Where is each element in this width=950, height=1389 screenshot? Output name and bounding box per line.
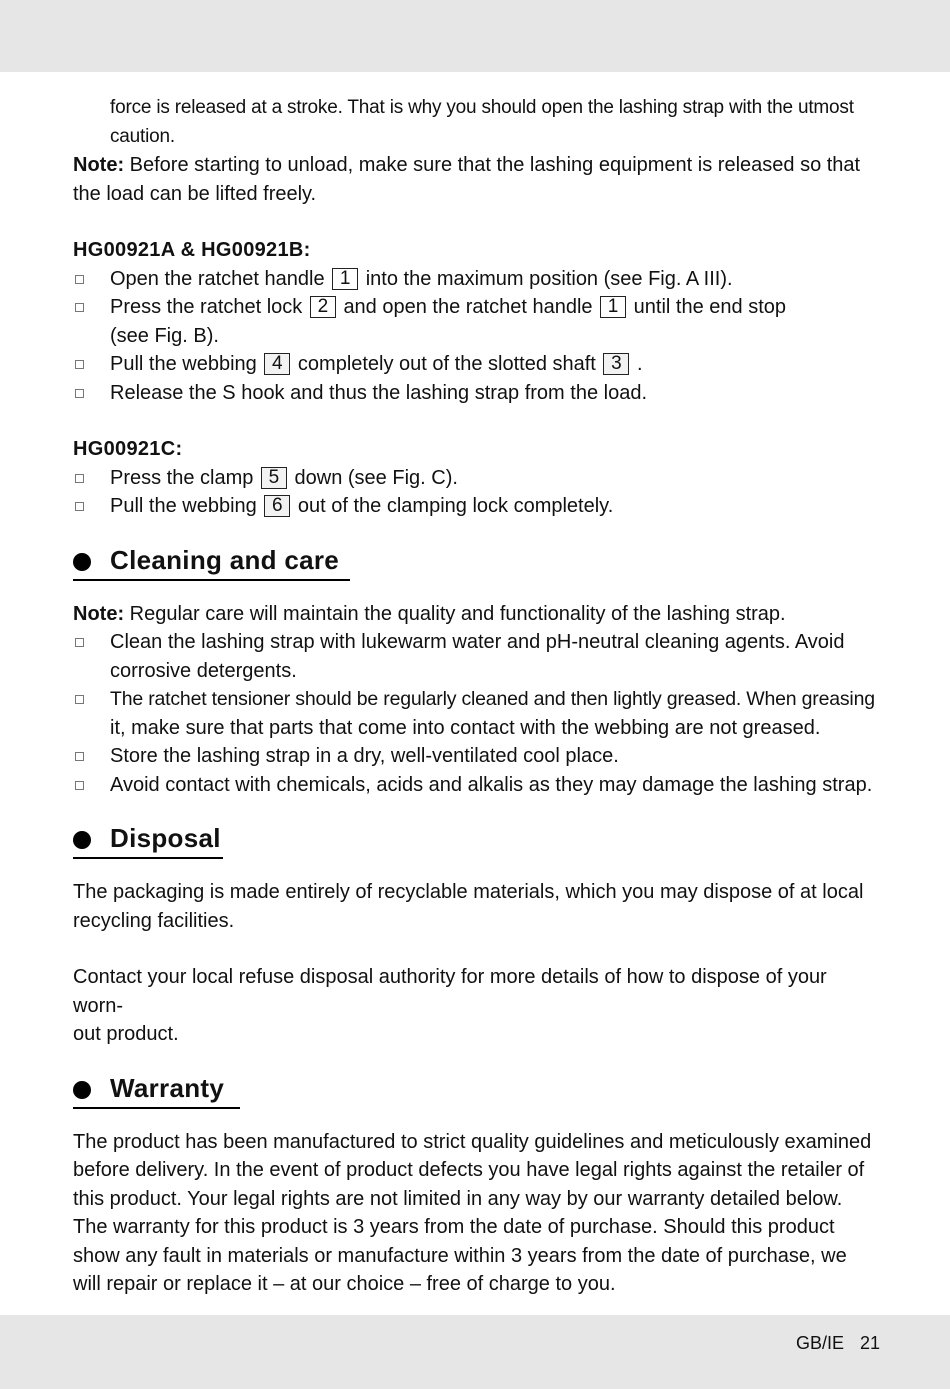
disposal-paragraph-2: Contact your local refuse disposal authority for more details of how to dispose of your worn- out product. — [73, 966, 827, 1045]
checkbox-bullet-icon — [75, 389, 84, 398]
ref-number: 1 — [600, 296, 626, 318]
disposal-paragraph-1: The packaging is made entirely of recyclable materials, which you may dispose of at local recycling facilities. — [73, 881, 864, 932]
header-band — [0, 0, 950, 72]
continuation-line-1: force is released at a stroke. That is why you should open the lashing strap with the utmost — [110, 97, 854, 118]
section-title: Disposal — [110, 823, 221, 853]
heading-underline — [73, 1107, 240, 1109]
disposal-heading — [73, 821, 878, 858]
ref-number: 3 — [603, 353, 629, 375]
list-item: Pull the webbing 4 completely out of the slotted shaft 3 . — [73, 350, 878, 379]
bullet-dot-icon — [73, 831, 91, 849]
list-item: Press the clamp 5 down (see Fig. C). — [73, 464, 878, 493]
note-text: Before starting to unload, make sure that the lashing equipment is released so that — [124, 154, 861, 176]
model-ab-steps — [73, 265, 878, 408]
list-item: Avoid contact with chemicals, acids and alkalis as they may damage the lashing strap. — [73, 771, 878, 800]
bullet-dot-icon — [73, 553, 91, 571]
note-label: Note: — [73, 154, 125, 176]
warranty-heading — [73, 1071, 878, 1108]
note-care: Note: Regular care will maintain the quality and functionality of the lashing strap. — [73, 602, 786, 625]
care-list — [73, 628, 878, 799]
checkbox-bullet-icon — [75, 360, 84, 369]
checkbox-bullet-icon — [75, 638, 84, 647]
checkbox-bullet-icon — [75, 752, 84, 761]
list-item: Clean the lashing strap with lukewarm water and pH-neutral cleaning agents. Avoid corrosive detergents. — [73, 628, 878, 685]
continuation-line-2: caution. — [110, 125, 175, 147]
model-c-steps — [73, 464, 878, 521]
checkbox-bullet-icon — [75, 781, 84, 790]
heading-underline — [73, 857, 223, 859]
ref-number: 5 — [261, 467, 287, 489]
list-item: Open the ratchet handle 1 into the maximum position (see Fig. A III). — [73, 265, 878, 294]
heading-underline — [73, 579, 350, 581]
locale-label: GB/IE — [795, 1333, 844, 1353]
checkbox-bullet-icon — [75, 695, 84, 704]
list-item: The ratchet tensioner should be regularly cleaned and then lightly greased. When greasing it, make sure that parts that come into contact with the webbing are not greased. — [73, 685, 878, 742]
note-unload-line-2: the load can be lifted freely. — [73, 182, 317, 205]
list-item: Pull the webbing 6 out of the clamping lock completely. — [73, 492, 878, 521]
ref-number: 4 — [264, 353, 290, 375]
ref-number: 2 — [310, 296, 336, 318]
checkbox-bullet-icon — [75, 474, 84, 483]
list-item: Press the ratchet lock 2 and open the ratchet handle 1 until the end stop (see Fig. B). — [73, 293, 878, 350]
section-title: Warranty — [110, 1072, 225, 1103]
warranty-paragraph: The product has been manufactured to strict quality guidelines and meticulously examined before delivery. In the event of product defects you have legal rights against the retailer of this product. Your legal rights are not limited in any way by our warranty detailed below. The warranty for this product is 3 years from the date of purchase. Should this product show any fault in materials or manufacture within 3 years from the date of purchase, we will repair or replace it – at our choice – free of charge to you. — [73, 1130, 872, 1295]
note-label: Note: — [73, 602, 125, 625]
ref-number: 1 — [332, 268, 358, 290]
list-item: Store the lashing strap in a dry, well-ventilated cool place. — [73, 742, 878, 771]
note-unload — [73, 151, 878, 180]
ref-number: 6 — [264, 495, 290, 517]
model-ab-heading: HG00921A & HG00921B: — [73, 239, 311, 261]
checkbox-bullet-icon — [75, 275, 84, 284]
page-number: 21 — [859, 1333, 880, 1353]
checkbox-bullet-icon — [75, 502, 84, 511]
model-c-heading: HG00921C: — [73, 438, 183, 460]
list-item: Release the S hook and thus the lashing strap from the load. — [73, 379, 878, 408]
bullet-dot-icon — [73, 1081, 91, 1099]
page-content — [73, 94, 878, 1299]
checkbox-bullet-icon — [75, 303, 84, 312]
page-footer — [796, 1333, 880, 1354]
cleaning-heading — [73, 543, 878, 580]
section-title: Cleaning and care — [110, 544, 340, 575]
